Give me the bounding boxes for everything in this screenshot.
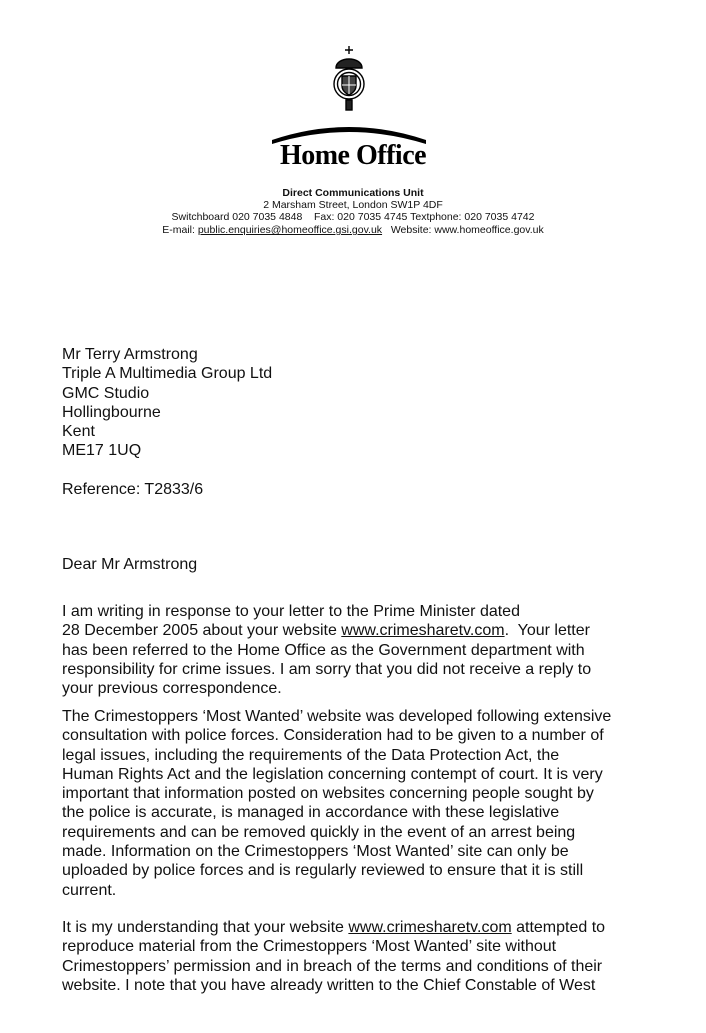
recipient-postcode: ME17 1UQ <box>62 442 142 460</box>
text-fragment: 28 December 2005 about your website <box>62 622 342 640</box>
text-line: uploaded by police forces and is regularly reviewed to ensure that it is still <box>62 862 584 880</box>
website-text: www.homeoffice.gov.uk <box>434 224 544 236</box>
text-line: your previous correspondence. <box>62 680 282 698</box>
text-fragment: . Your letter <box>504 622 590 640</box>
text-line <box>62 918 662 937</box>
text-line <box>62 621 662 640</box>
salutation: Dear Mr Armstrong <box>62 556 198 573</box>
text-line: consultation with police forces. Consideration had to be given to a number of <box>62 727 604 745</box>
text-line: The Crimestoppers ‘Most Wanted’ website was developed following extensive <box>62 708 612 725</box>
recipient-name: Mr Terry Armstrong <box>62 346 198 363</box>
paragraph-1 <box>62 602 662 698</box>
email-label: E-mail: <box>162 224 198 236</box>
organisation-name: Home Office <box>279 140 427 171</box>
text-line: website. I note that you have already written to the Chief Constable of West <box>62 976 596 994</box>
text-fragment: It is my understanding that your website <box>62 919 349 936</box>
text-line: I am writing in response to your letter to the Prime Minister dated <box>62 603 520 620</box>
text-line: the police is accurate, is managed in accordance with these legislative <box>62 804 560 822</box>
recipient-address <box>62 345 662 461</box>
contact-line <box>0 224 706 237</box>
text-line: has been referred to the Home Office as the Government department with <box>62 641 585 659</box>
text-line: Crimestoppers’ permission and in breach of the terms and conditions of their <box>62 957 603 975</box>
recipient-building: GMC Studio <box>62 384 150 402</box>
recipient-county: Kent <box>62 423 95 441</box>
website-link[interactable]: www.crimesharetv.com <box>341 622 505 640</box>
text-fragment: attempted to <box>511 919 606 936</box>
reference-number: Reference: T2833/6 <box>62 481 204 498</box>
text-line: current. <box>62 881 117 899</box>
website-link[interactable]: www.crimesharetv.com <box>348 919 512 936</box>
website-label: Website: <box>382 224 435 236</box>
text-line: requirements and can be removed quickly in the event of an arrest being <box>62 823 576 841</box>
phone-numbers: Switchboard 020 7035 4848 Fax: 020 7035 4745 Textphone: 020 7035 4742 <box>171 211 535 223</box>
recipient-company: Triple A Multimedia Group Ltd <box>62 365 273 383</box>
text-line: responsibility for crime issues. I am sorry that you did not receive a reply to <box>62 660 592 678</box>
text-line: reproduce material from the Crimestoppers ‘Most Wanted’ site without <box>62 938 557 956</box>
text-line: legal issues, including the requirements of the Data Protection Act, the <box>62 746 560 764</box>
royal-crest-icon <box>326 44 372 116</box>
text-line: Human Rights Act and the legislation concerning contempt of court. It is very <box>62 765 603 783</box>
email-link[interactable]: public.enquiries@homeoffice.gsi.gov.uk <box>197 224 383 236</box>
paragraph-3 <box>62 918 662 995</box>
paragraph-2 <box>62 707 662 900</box>
text-line: made. Information on the Crimestoppers ‘Most Wanted’ site can only be <box>62 843 569 861</box>
unit-name: Direct Communications Unit <box>282 187 424 199</box>
postal-address: 2 Marsham Street, London SW1P 4DF <box>263 199 443 211</box>
recipient-town: Hollingbourne <box>62 403 161 421</box>
text-line: important that information posted on websites concerning people sought by <box>62 785 594 803</box>
